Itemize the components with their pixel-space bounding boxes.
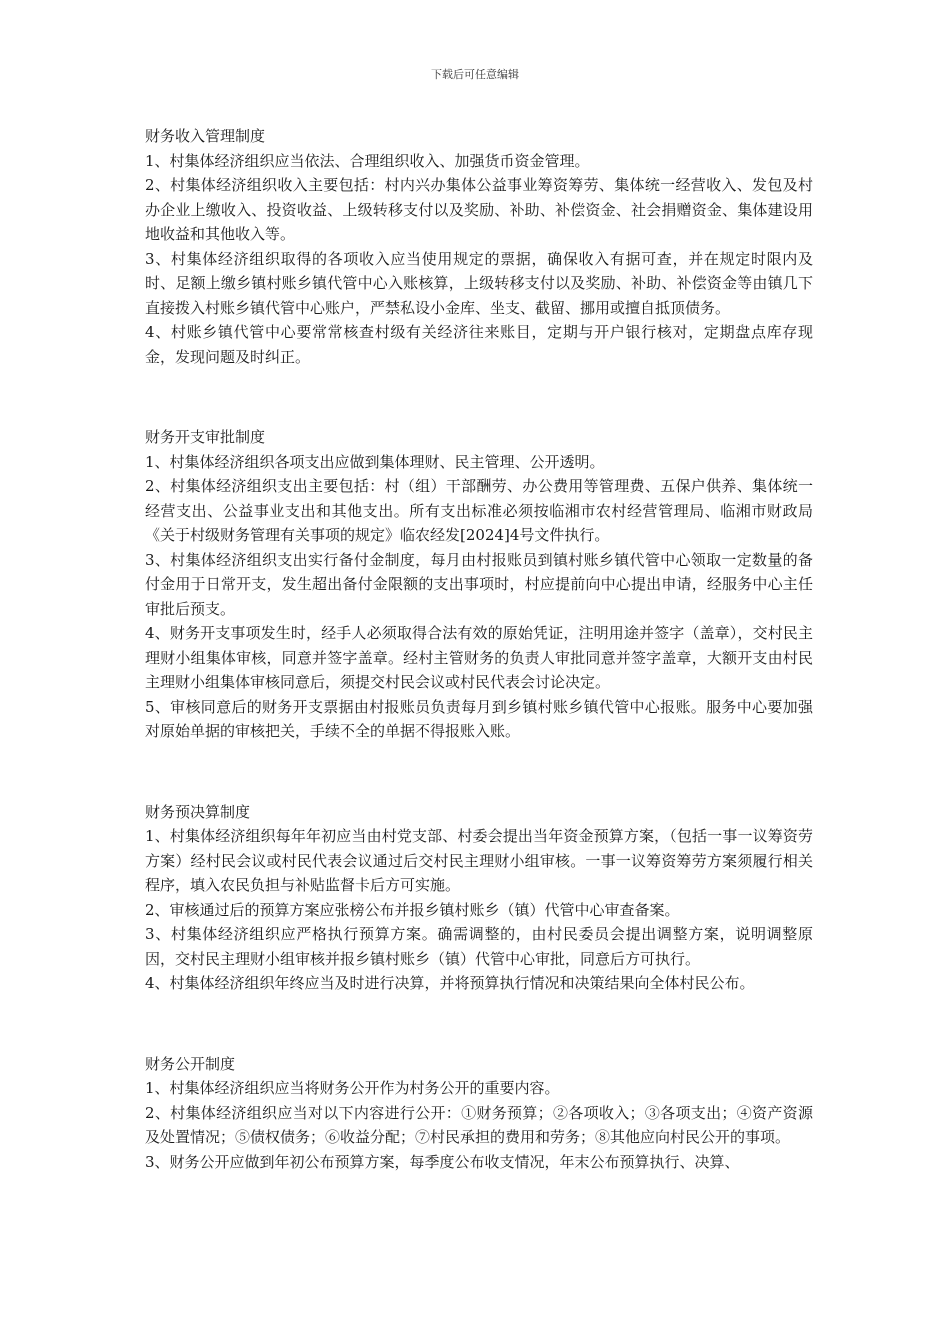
section-budget-final-accounts: [145, 800, 813, 996]
paragraph: 3、村集体经济组织应严格执行预算方案。确需调整的，由村民委员会提出调整方案，说明调整原因，交村民主理财小组审核并报乡镇村账乡（镇）代管中心审批，同意后方可执行。: [145, 925, 813, 968]
section-financial-disclosure: [145, 1052, 813, 1175]
page-header: 下载后可任意编辑: [431, 68, 519, 81]
paragraph: 1、村集体经济组织各项支出应做到集体理财、民主管理、公开透明。: [145, 452, 605, 471]
section-title: 财务公开制度: [145, 1054, 236, 1073]
paragraph: 3、村集体经济组织支出实行备付金制度，每月由村报账员到镇村账乡镇代管中心领取一定数量的备付金用于日常开支，发生超出备付金限额的支出事项时，村应提前向中心提出申请，经服务中心主任审批后预支。: [145, 550, 813, 618]
section-title: 财务开支审批制度: [145, 428, 266, 446]
section-title: 财务收入管理制度: [145, 127, 266, 145]
paragraph: 2、审核通过后的预算方案应张榜公布并报乡镇村账乡（镇）代管中心审查备案。: [145, 900, 680, 919]
paragraph: 1、村集体经济组织每年年初应当由村党支部、村委会提出当年资金预算方案，（包括一事一议筹资劳方案）经村民会议或村民代表会议通过后交村民主理财小组审核。一事一议筹资筹劳方案须履行相关程序，填入农民负担与补贴监督卡后方可实施。: [145, 827, 813, 894]
section-expense-approval: [145, 425, 813, 744]
paragraph: 5、审核同意后的财务开支票据由村报账员负责每月到乡镇村账乡镇代管中心报账。服务中心要加强对原始单据的审核把关，手续不全的单据不得报账入账。: [145, 697, 813, 740]
paragraph: 4、村账乡镇代管中心要常常核查村级有关经济往来账目，定期与开户银行核对，定期盘点库存现金，发现问题及时纠正。: [145, 323, 813, 366]
paragraph: 1、村集体经济组织应当将财务公开作为村务公开的重要内容。: [145, 1079, 560, 1097]
paragraph: 4、村集体经济组织年终应当及时进行决算，并将预算执行情况和决策结果向全体村民公布。: [145, 974, 755, 992]
paragraph: 2、村集体经济组织应当对以下内容进行公开：①财务预算；②各项收入；③各项支出；④资产资源及处置情况；⑤债权债务；⑥收益分配；⑦村民承担的费用和劳务；⑧其他应向村民公开的事项。: [145, 1103, 813, 1146]
section-income-management: [145, 124, 813, 369]
paragraph: 3、村集体经济组织取得的各项收入应当使用规定的票据，确保收入有据可查，并在规定时限内及时、足额上缴乡镇村账乡镇代管中心入账核算，上级转移支付以及奖励、补助、补偿资金等由镇几下直接拨入村账乡镇代管中心账户，严禁私设小金库、坐支、截留、挪用或擅自抵顶债务。: [145, 249, 813, 317]
section-title: 财务预决算制度: [145, 802, 251, 821]
document-body: [145, 124, 813, 1230]
paragraph: 2、村集体经济组织支出主要包括：村（组）干部酬劳、办公费用等管理费、五保户供养、集体统一经营支出、公益事业支出和其他支出。所有支出标准必须按临湘市农村经营管理局、临湘市财政局《关于村级财务管理有关事项的规定》临农经发[2024]4号文件执行。: [145, 477, 813, 544]
paragraph: 4、财务开支事项发生时，经手人必须取得合法有效的原始凭证，注明用途并签字（盖章），交村民主理财小组集体审核，同意并签字盖章。经村主管财务的负责人审批同意并签字盖章，大额开支由村民主理财小组集体审核同意后，须提交村民会议或村民代表会讨论决定。: [145, 624, 813, 691]
paragraph: 1、村集体经济组织应当依法、合理组织收入、加强货币资金管理。: [145, 151, 590, 170]
paragraph: 2、村集体经济组织收入主要包括：村内兴办集体公益事业筹资筹劳、集体统一经营收入、发包及村办企业上缴收入、投资收益、上级转移支付以及奖励、补助、补偿资金、社会捐赠资金、集体建设用地收益和其他收入等。: [145, 176, 813, 243]
paragraph: 3、财务公开应做到年初公布预算方案，每季度公布收支情况，年末公布预算执行、决算、: [145, 1152, 740, 1171]
